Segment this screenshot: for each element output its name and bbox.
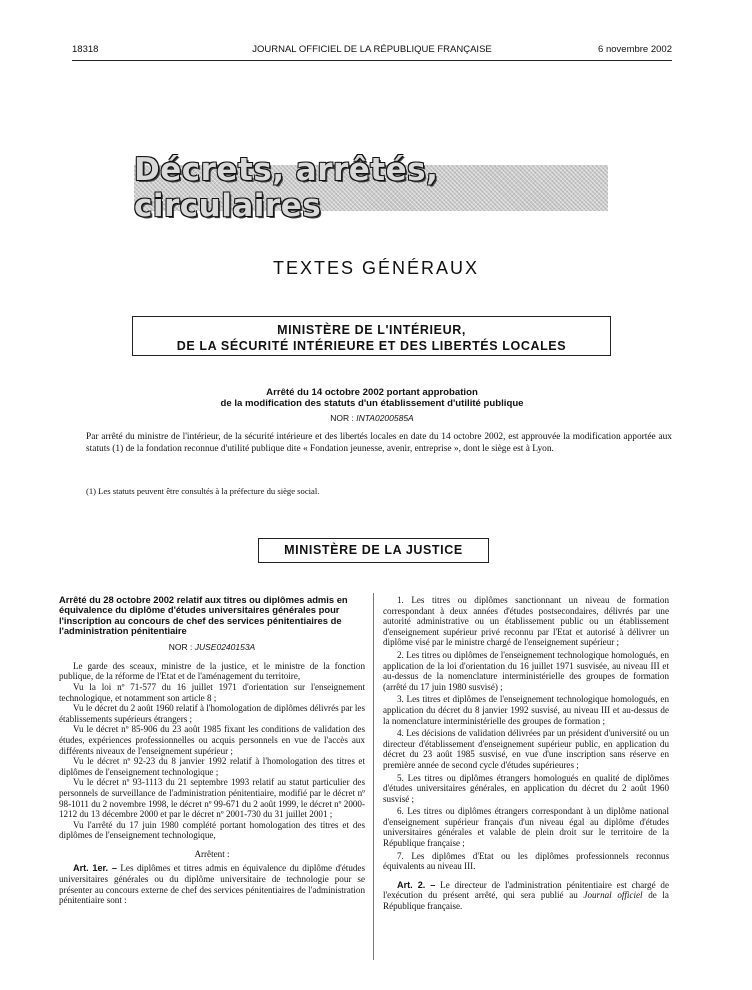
- arrete2-nor: [59, 642, 365, 653]
- preamble-para: Vu l'arrêté du 17 juin 1980 complété portant homologation des titres et des diplômes de l'enseignement technologique,: [59, 819, 365, 841]
- preamble-para: Vu le décret nº 93-1113 du 21 septembre 1993 relatif au statut particulier des personnels de surveillance de l'administration pénitentiaire, modifié par le décret nº 98-1011 du 2 novembre 1998, le décret nº 99-671 du 2 août 1999, le décret nº 2000-1212 du 13 décembre 2000 et par le décret nº 2001-730 du 31 juillet 2001 ;: [59, 777, 365, 820]
- article-2-text-a: Le directeur de l'administration pénitentiaire est chargé de l'exécution du présent arrêté, qui sera publié au: [383, 879, 669, 901]
- ministry-interior-line1: MINISTÈRE DE L'INTÉRIEUR,: [277, 323, 466, 337]
- arrete1-title-line1: Arrêté du 14 octobre 2002 portant approbation: [266, 387, 478, 398]
- article-2-journal: Journal officiel: [583, 890, 643, 901]
- article-1: [59, 863, 365, 905]
- list-item: 3. Les titres et diplômes de l'enseignement technologique homologués, en application du décret du 8 janvier 1992 susvisé, au niveau III et au-dessus de la nomenclature interministérielle des groupes de formation ;: [383, 694, 669, 726]
- article-1-text: Les diplômes et titres admis en équivalence du diplôme d'études universitaires générales ou du diplôme universitaire de technologie pour se présenter au concours externe de chef des services pénitentiaires de l'administration pénitentiaire sont :: [59, 863, 365, 906]
- preamble-para: Le garde des sceaux, ministre de la justice, et le ministre de la fonction publique, de la réforme de l'Etat et de l'aménagement du territoire,: [59, 660, 365, 682]
- arrete1-title-line2: de la modification des statuts d'un établissement d'utilité publique: [220, 398, 524, 409]
- ministry-justice-box: MINISTÈRE DE LA JUSTICE: [258, 538, 489, 563]
- preamble-para: Vu le décret nº 85-906 du 23 août 1985 fixant les conditions de validation des études, expériences professionnelles ou acquis personnels en vue de l'accès aux différents niveaux de l'enseignement supérieur ;: [59, 724, 365, 756]
- ministry-interior-line2: DE LA SÉCURITÉ INTÉRIEURE ET DES LIBERTÉS LOCALES: [176, 339, 567, 353]
- article-1-label: Art. 1er. –: [73, 863, 117, 874]
- preamble-para: Vu la loi nº 71-577 du 16 juillet 1971 d'orientation sur l'enseignement technologique, et notamment son article 8 ;: [59, 681, 365, 703]
- arrete1-nor: [72, 413, 672, 423]
- arrete2-title: Arrêté du 28 octobre 2002 relatif aux titres ou diplômes admis en équivalence du diplôme d'études universitaires générales pour l'inscription au concours de chef des services pénitentiaires de l'administration pénitentiaire: [59, 594, 348, 636]
- arrete2-nor-code: JUSE0240153A: [194, 642, 256, 653]
- section-banner: [134, 152, 608, 224]
- arrete1-body: Par arrêté du ministre de l'intérieur, de la sécurité intérieure et des libertés locales en date du 14 octobre 2002, est approuvée la modification apportée aux statuts (1) de la fondation reconnue d'utilité publique dite « Fondation jeunesse, avenir, entreprise », dont le siège est à Lyon.: [86, 432, 672, 454]
- arrete1-title: [72, 387, 672, 409]
- list-item: 1. Les titres ou diplômes sanctionnant un niveau de formation correspondant à deux années d'études postsecondaires, délivrés par une autorité administrative ou un établissement public ou un établissement d'enseignement supérieur privé reconnu par l'Etat et autorisé à délivrer un diplôme visé par le ministre chargé de l'enseignement supérieur ;: [383, 595, 669, 648]
- arrete1-nor-code: INTA0200585A: [356, 413, 414, 423]
- arrete1-footnote: (1) Les statuts peuvent être consultés à la préfecture du siège social.: [86, 486, 320, 496]
- left-column: [59, 595, 365, 906]
- page-number: 18318: [72, 44, 99, 55]
- issue-date: 6 novembre 2002: [598, 44, 672, 55]
- article-2-label: Art. 2. –: [397, 879, 436, 890]
- arretent-line: Arrêtent :: [194, 848, 230, 859]
- ministry-interior-box: [132, 316, 611, 356]
- preamble-para: Vu le décret nº 92-23 du 8 janvier 1992 relatif à l'homologation des titres et diplômes de l'enseignement technologique ;: [59, 756, 365, 777]
- preamble-para: Vu le décret du 2 août 1960 relatif à l'homologation de diplômes délivrés par les établissements supérieurs étrangers ;: [59, 703, 365, 724]
- page-header: [72, 44, 672, 58]
- arrete1-nor-label: NOR :: [330, 413, 357, 423]
- article-2-text-b: de la République française.: [383, 890, 669, 912]
- arrete2-nor-label: NOR :: [168, 642, 195, 653]
- list-item: 5. Les titres ou diplômes étrangers homologués en qualité de diplômes d'études universitaires générales, en application du décret du 2 août 1960 susvisé ;: [383, 772, 669, 804]
- journal-title: JOURNAL OFFICIEL DE LA RÉPUBLIQUE FRANÇAISE: [252, 44, 492, 55]
- banner-title: Décrets, arrêtés, circulaires: [134, 152, 439, 224]
- header-rule: [72, 60, 672, 61]
- section-title: TEXTES GÉNÉRAUX: [272, 258, 480, 278]
- list-item: 4. Les décisions de validation délivrées par un président d'université ou un directeur d'établissement d'enseignement supérieur public, en application du décret du 23 août 1985 susvisé, en vue d'une inscription sans réserve en première année de second cycle d'études supérieures ;: [383, 728, 669, 770]
- column-separator: [373, 593, 374, 960]
- right-column: [383, 595, 669, 912]
- list-item: 6. Les titres ou diplômes étrangers correspondant à un diplôme national d'enseignement supérieur français d'un niveau égal au diplôme d'études universitaires générales et valable de plein droit sur le territoire de la République française ;: [383, 806, 669, 849]
- list-item: 2. Les titres ou diplômes de l'enseignement technologique homologués, en application de la loi d'orientation du 16 juillet 1971 susvisée, au niveau III et au-dessus de la nomenclature interministérielle des groupes de formation (arrêté du 17 juin 1980 susvisé) ;: [383, 649, 669, 692]
- list-item: 7. Les diplômes d'Etat ou les diplômes professionnels reconnus équivalents au niveau III.: [383, 850, 669, 872]
- article-2: [383, 880, 669, 912]
